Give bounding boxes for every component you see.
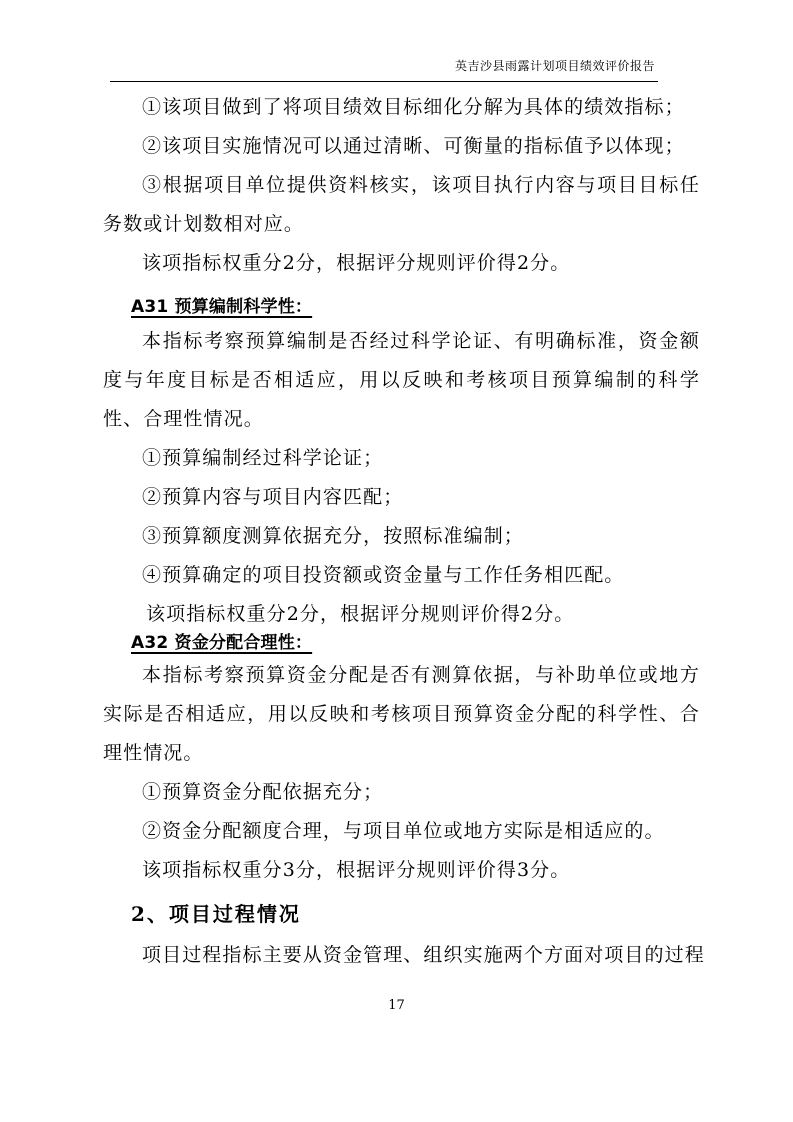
paragraph: ①预算资金分配依据充分；: [142, 781, 384, 803]
paragraph: 该项指标权重分2分，根据评分规则评价得2分。: [146, 603, 575, 625]
section-heading: [131, 628, 312, 653]
paragraph: 该项指标权重分3分，根据评分规则评价得3分。: [142, 859, 571, 881]
paragraph: ④预算确定的项目投资额或资金量与工作任务相匹配。: [142, 564, 625, 586]
paragraph: ②资金分配额度合理，与项目单位或地方实际是相适应的。: [142, 820, 665, 842]
paragraph: ②该项目实施情况可以通过清晰、可衡量的指标值予以体现；: [142, 135, 685, 157]
section-title: 2、项目过程情况: [131, 902, 301, 926]
paragraph: 本指标考察预算编制是否经过科学论证、有明确标准，资金额度与年度目标是否相适应，用以反映和考核项目预算编制的科学性、合理性情况。: [103, 330, 700, 430]
paragraph: ①该项目做到了将项目绩效目标细化分解为具体的绩效指标；: [142, 96, 685, 118]
header-title: 英吉沙县雨露计划项目绩效评价报告: [454, 59, 655, 73]
paragraph: 本指标考察预算资金分配是否有测算依据，与补助单位或地方实际是否相适应，用以反映和考核项目预算资金分配的科学性、合理性情况。: [103, 664, 700, 764]
paragraph: ①预算编制经过科学论证；: [142, 447, 384, 469]
header-divider: [110, 81, 658, 82]
section-heading-text: A31 预算编制科学性：: [131, 297, 313, 317]
section-heading: [131, 292, 312, 317]
paragraph: ③预算额度测算依据充分，按照标准编制；: [142, 525, 524, 547]
section-heading-text: A32 资金分配合理性：: [131, 633, 313, 653]
paragraph: ③根据项目单位提供资料核实，该项目执行内容与项目目标任务数或计划数相对应。: [103, 174, 700, 235]
page-number: 17: [388, 998, 405, 1013]
paragraph: ②预算内容与项目内容匹配；: [142, 486, 404, 508]
paragraph: 项目过程指标主要从资金管理、组织实施两个方面对项目的过程: [142, 944, 705, 966]
paragraph: 该项指标权重分2分，根据评分规则评价得2分。: [142, 252, 571, 274]
